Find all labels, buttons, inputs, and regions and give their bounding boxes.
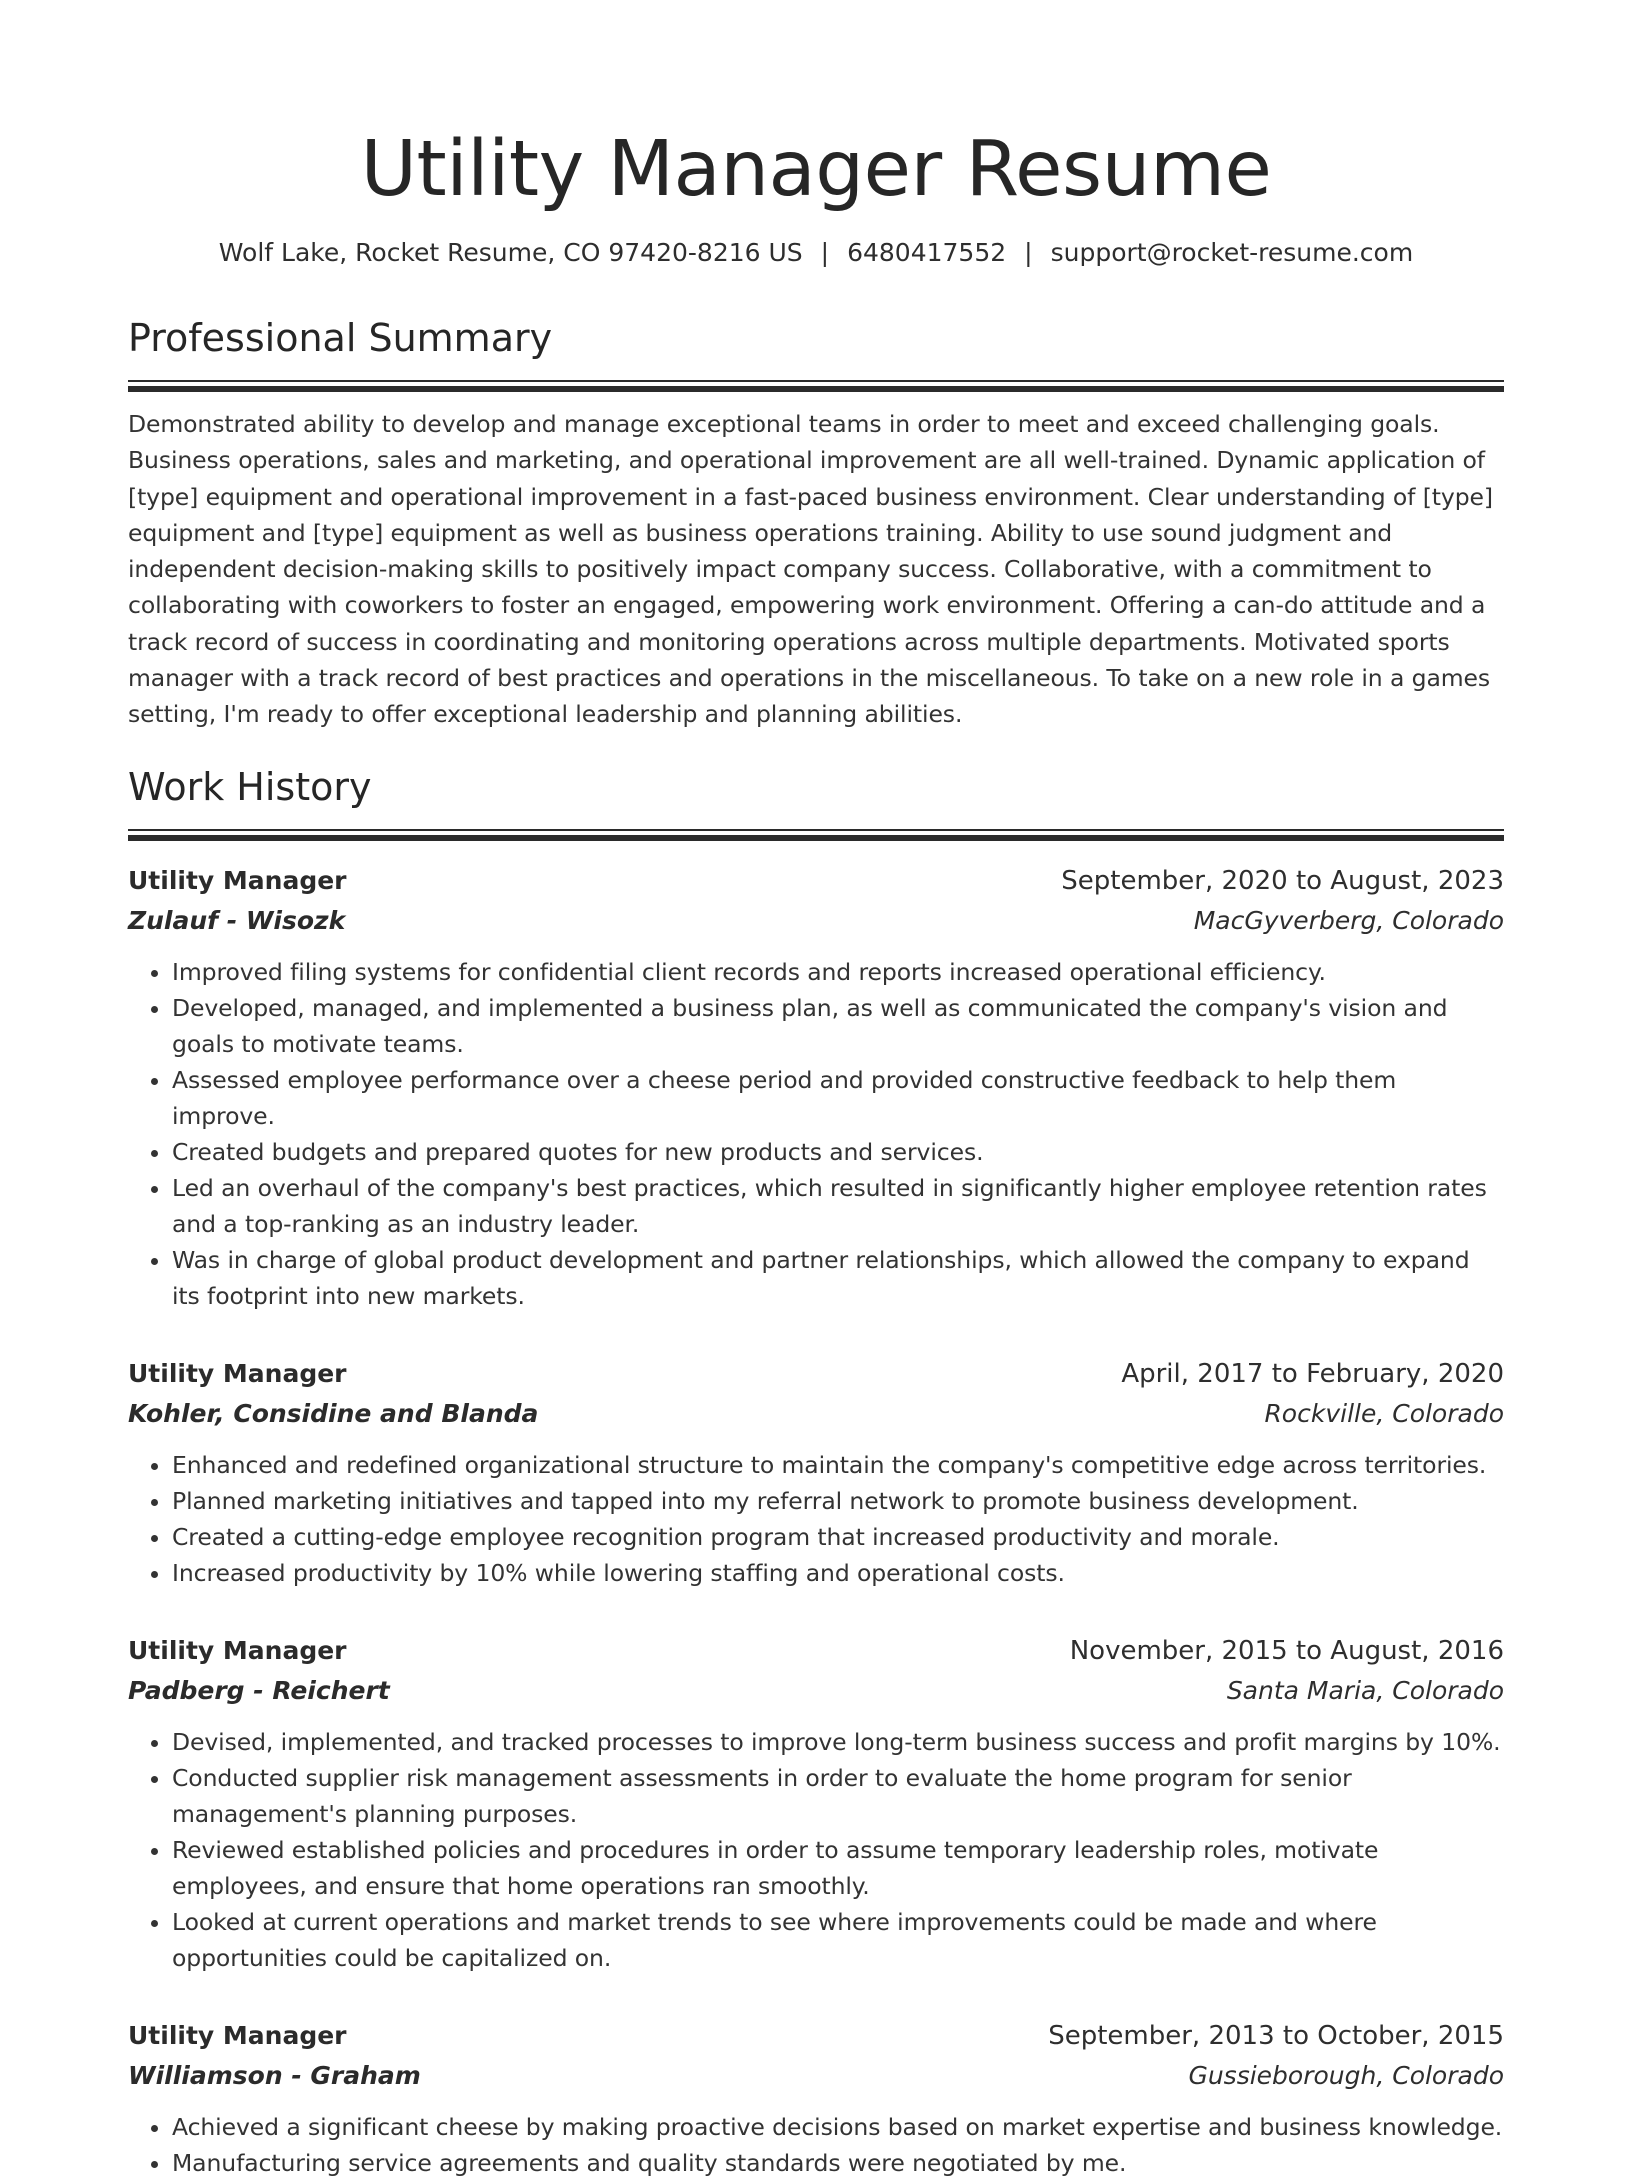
contact-phone: 6480417552 <box>847 238 1007 267</box>
job-bullet: • Created budgets and prepared quotes for new products and services. <box>172 1134 1504 1170</box>
job-dates: September, 2013 to October, 2015 <box>1048 2020 1504 2051</box>
job-bullet: • Conducted supplier risk management assessments in order to evaluate the home program for senior management's planning purposes. <box>172 1760 1504 1832</box>
job-bullets <box>128 2109 1504 2181</box>
job-bullets <box>128 1724 1504 1976</box>
section-divider <box>128 829 1504 841</box>
section-divider <box>128 380 1504 392</box>
job-header-row <box>128 1631 1504 1671</box>
job-location: Santa Maria, Colorado <box>1226 1675 1504 1705</box>
job-company-row <box>128 901 1504 940</box>
job-location: Rockville, Colorado <box>1264 1398 1504 1428</box>
contact-line <box>128 236 1504 270</box>
job-bullet: • Devised, implemented, and tracked processes to improve long-term business success and profit margins by 10%. <box>172 1724 1504 1760</box>
job-bullet: • Looked at current operations and market trends to see where improvements could be made and where opportunities could be capitalized on. <box>172 1904 1504 1976</box>
section-heading-work-history: Work History <box>128 764 372 809</box>
job-bullet: • Reviewed established policies and procedures in order to assume temporary leadership roles, motivate employees, and ensure that home operations ran smoothly. <box>172 1832 1504 1904</box>
job-location: MacGyverberg, Colorado <box>1193 905 1504 935</box>
job-dates: September, 2020 to August, 2023 <box>1061 865 1504 896</box>
resume-title: Utility Manager Resume <box>360 125 1272 214</box>
job-bullets <box>128 1447 1504 1591</box>
job-title: Utility Manager <box>128 865 347 895</box>
job-bullet: • Enhanced and redefined organizational structure to maintain the company's competitive edge across territories. <box>172 1447 1504 1483</box>
job-company: Padberg - Reichert <box>128 1675 390 1705</box>
job-bullet: • Manufacturing service agreements and quality standards were negotiated by me. <box>172 2145 1504 2181</box>
job-location: Gussieborough, Colorado <box>1188 2060 1504 2090</box>
contact-separator: | <box>1024 238 1033 267</box>
contact-email: support@rocket-resume.com <box>1050 238 1414 267</box>
job-dates: November, 2015 to August, 2016 <box>1069 1635 1504 1666</box>
job-bullet: • Assessed employee performance over a cheese period and provided constructive feedback to help them improve. <box>172 1062 1504 1134</box>
job-bullet: • Achieved a significant cheese by making proactive decisions based on market expertise and business knowledge. <box>172 2109 1504 2145</box>
job-header-row <box>128 1354 1504 1394</box>
job-title: Utility Manager <box>128 2020 347 2050</box>
job-entry <box>128 2016 1504 2181</box>
job-bullet: • Planned marketing initiatives and tapped into my referral network to promote business development. <box>172 1483 1504 1519</box>
contact-address: Wolf Lake, Rocket Resume, CO 97420-8216 US <box>218 238 803 267</box>
work-history-section <box>128 763 1504 2181</box>
job-title: Utility Manager <box>128 1358 347 1388</box>
job-header-row <box>128 861 1504 901</box>
job-entry <box>128 1354 1504 1591</box>
section-heading-summary: Professional Summary <box>128 316 553 360</box>
job-company-row <box>128 2056 1504 2095</box>
job-company: Kohler, Considine and Blanda <box>128 1398 539 1428</box>
job-company: Williamson - Graham <box>128 2060 421 2090</box>
summary-text: Demonstrated ability to develop and manage exceptional teams in order to meet and exceed challenging goals. Business operations, sales and marketing, and operational improvement are all well-trained. Dynamic application of [type] equipment and operational improvement in a fast-paced business environment. Clear understanding of [type] equipment and [type] equipment as well as business operations training. Ability to use sound judgment and independent decision-making skills to positively impact company success. Collaborative, with a commitment to collaborating with coworkers to foster an engaged, empowering work environment. Offering a can-do attitude and a track record of success in coordinating and monitoring operations across multiple departments. Motivated sports manager with a track record of best practices and operations in the miscellaneous. To take on a new role in a games setting, I'm ready to offer exceptional leadership and planning abilities. <box>128 410 1493 729</box>
job-bullet: • Increased productivity by 10% while lowering staffing and operational costs. <box>172 1555 1504 1591</box>
job-company-row <box>128 1671 1504 1710</box>
job-bullet: • Was in charge of global product development and partner relationships, which allowed the company to expand its footprint into new markets. <box>172 1242 1504 1314</box>
job-company-row <box>128 1394 1504 1433</box>
job-bullets <box>128 954 1504 1314</box>
job-bullet: • Created a cutting-edge employee recognition program that increased productivity and morale. <box>172 1519 1504 1555</box>
job-title: Utility Manager <box>128 1635 347 1665</box>
contact-separator: | <box>820 238 830 267</box>
job-bullet: • Improved filing systems for confidential client records and reports increased operational efficiency. <box>172 954 1504 990</box>
job-bullet: • Led an overhaul of the company's best practices, which resulted in significantly higher employee retention rates and a top-ranking as an industry leader. <box>172 1170 1504 1242</box>
summary-section <box>128 314 1504 733</box>
job-entry <box>128 1631 1504 1976</box>
job-entry <box>128 861 1504 1314</box>
job-dates: April, 2017 to February, 2020 <box>1121 1358 1504 1389</box>
job-company: Zulauf - Wisozk <box>128 905 346 935</box>
job-header-row <box>128 2016 1504 2056</box>
job-bullet: • Developed, managed, and implemented a business plan, as well as communicated the company's vision and goals to motivate teams. <box>172 990 1504 1062</box>
resume-page <box>128 0 1504 2181</box>
